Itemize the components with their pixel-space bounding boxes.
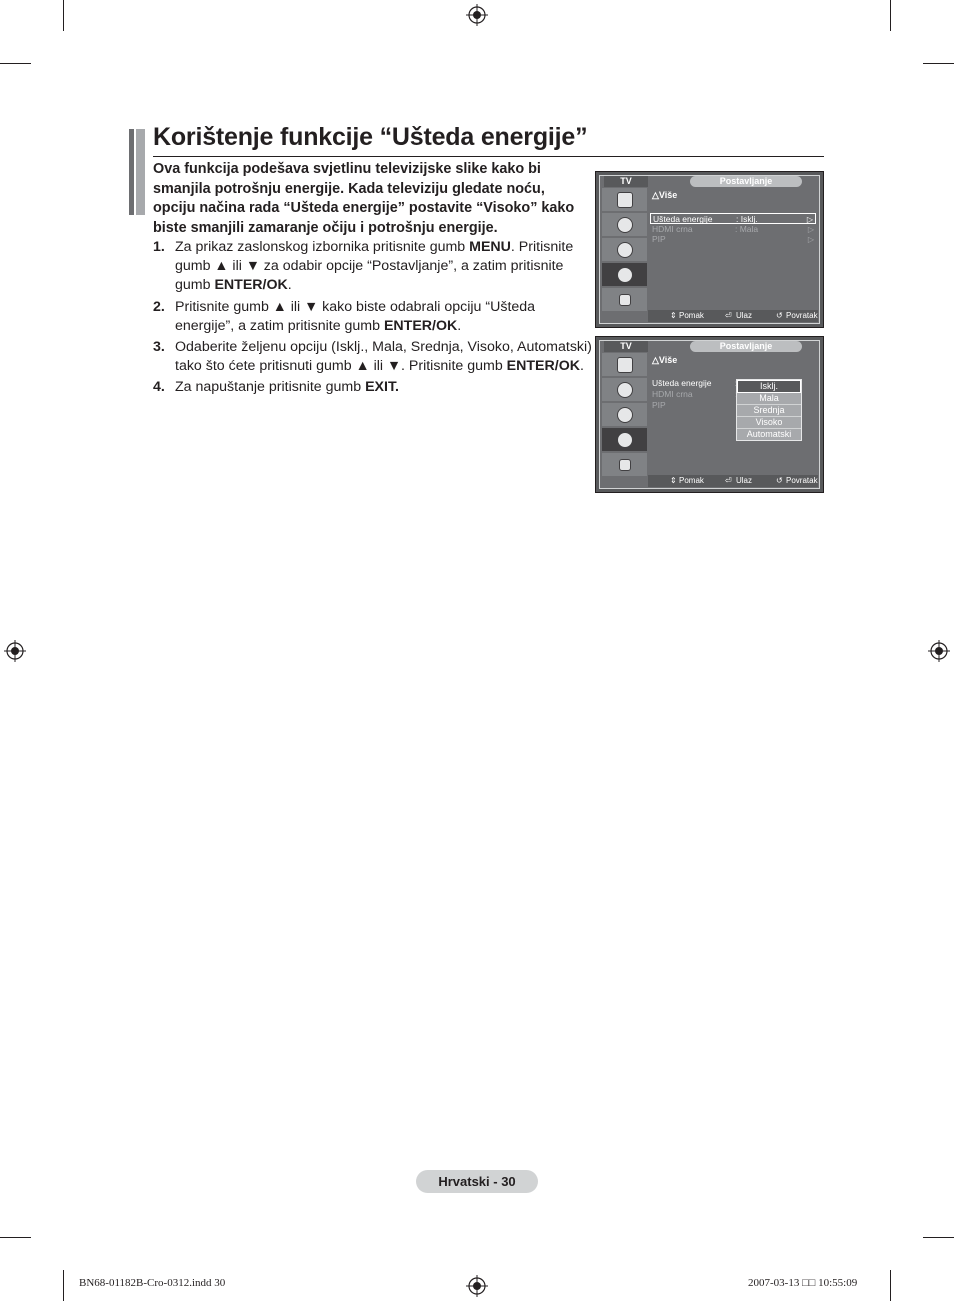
step-text: . xyxy=(457,317,462,334)
step-key: ENTER/OK xyxy=(506,358,580,375)
step-number: 3. xyxy=(153,339,165,356)
step-key: ENTER/OK xyxy=(383,317,458,334)
arrow-right-icon: ▷ xyxy=(806,215,813,224)
step-number: 4. xyxy=(153,379,165,396)
osd-frame xyxy=(599,340,820,489)
step-item xyxy=(153,338,593,376)
step-text: . xyxy=(579,358,584,375)
crop-mark xyxy=(890,1270,891,1301)
step-item xyxy=(153,378,593,397)
osd-header: Postavljanje xyxy=(690,176,802,187)
step-key: EXIT. xyxy=(365,379,399,396)
registration-mark-icon xyxy=(4,640,26,662)
crop-mark xyxy=(63,0,64,31)
sound-menu-icon xyxy=(602,213,647,236)
step-text: Odaberite željenu opciju (Isklj., Mala, Srednja, Visoko, Automatski) tako što ćete pritisnuti gumb ▲ ili ▼. Pritisnite gumb xyxy=(175,339,592,375)
move-icon: ⇕ xyxy=(670,476,677,485)
osd-option: Isklj. xyxy=(737,380,801,393)
crop-mark xyxy=(0,63,31,64)
osd-tv-label: TV xyxy=(604,341,648,352)
step-item xyxy=(153,238,593,296)
osd-option: Srednja xyxy=(737,405,801,417)
step-text: . xyxy=(287,277,292,294)
title-accent-bar xyxy=(129,129,134,215)
registration-mark-icon xyxy=(466,4,488,26)
title-rule xyxy=(153,156,824,157)
crop-mark xyxy=(923,1237,954,1238)
osd-row-label: PIP xyxy=(652,234,666,244)
enter-icon: ⏎ xyxy=(725,476,732,485)
picture-menu-icon xyxy=(602,188,647,211)
osd-option: Automatski xyxy=(746,429,792,439)
osd-footer-enter: Ulaz xyxy=(736,311,753,320)
input-menu-icon xyxy=(602,288,647,311)
enter-icon: ⏎ xyxy=(725,311,732,320)
osd-row-label: PIP xyxy=(652,400,666,410)
osd-option: Mala xyxy=(737,393,801,405)
setup-menu-icon xyxy=(602,263,647,286)
crop-mark xyxy=(890,0,891,31)
osd-row-label: Ušteda energije xyxy=(652,378,712,388)
osd-options-dropdown xyxy=(736,379,802,441)
osd-footer-back: Povratak xyxy=(786,311,818,320)
slug-file-info: BN68-01182B-Cro-0312.indd 30 xyxy=(79,1277,226,1289)
slug-timestamp: 2007-03-13 □□ 10:55:09 xyxy=(748,1277,858,1289)
osd-footer-move: Pomak xyxy=(679,476,704,485)
osd-footer-move: Pomak xyxy=(679,311,704,320)
arrow-right-icon: ▷ xyxy=(807,235,814,244)
title-accent-bar xyxy=(136,129,145,215)
crop-mark xyxy=(0,1237,31,1238)
osd-footer-enter: Ulaz xyxy=(736,476,753,485)
registration-mark-icon xyxy=(466,1275,488,1297)
osd-row-label: HDMI crna xyxy=(652,224,693,234)
osd-screen-2 xyxy=(595,336,824,493)
page-title: Korištenje funkcije “Ušteda energije” xyxy=(153,123,588,151)
return-icon: ↺ xyxy=(776,311,783,320)
osd-row-pip xyxy=(650,234,816,245)
osd-screen-1 xyxy=(595,171,824,328)
osd-footer xyxy=(648,310,818,322)
step-item xyxy=(153,298,593,336)
sound-menu-icon xyxy=(602,378,647,401)
channel-menu-icon xyxy=(602,403,647,426)
osd-footer xyxy=(648,475,818,487)
osd-tv-label: TV xyxy=(604,176,648,187)
osd-submenu-title: △Više xyxy=(652,190,678,200)
step-text: Pritisnite gumb ▲ ili ▼ kako biste odabrali opciju “Ušteda energije”, a zatim pritisnite gumb xyxy=(175,298,536,334)
arrow-right-icon: ▷ xyxy=(807,225,814,234)
osd-frame xyxy=(599,175,820,324)
step-key: MENU xyxy=(469,239,511,255)
osd-row-value: : Mala xyxy=(735,224,759,234)
step-number: 2. xyxy=(153,298,165,315)
crop-mark xyxy=(63,1270,64,1301)
osd-row-label: Ušteda energije xyxy=(653,214,713,224)
osd-submenu-title: △Više xyxy=(652,355,678,365)
channel-menu-icon xyxy=(602,238,647,261)
input-menu-icon xyxy=(602,453,647,476)
step-number: 1. xyxy=(153,239,165,255)
osd-sidebar xyxy=(602,353,647,476)
page-number-badge: Hrvatski - 30 xyxy=(416,1170,538,1193)
setup-menu-icon xyxy=(602,428,647,451)
osd-footer-back: Povratak xyxy=(786,476,818,485)
return-icon: ↺ xyxy=(776,476,783,485)
step-text: Za prikaz zaslonskog izbornika pritisnite gumb xyxy=(175,239,470,255)
osd-main-panel xyxy=(648,353,818,466)
osd-sidebar xyxy=(602,188,647,311)
osd-row-value: : Isklj. xyxy=(736,214,758,224)
move-icon: ⇕ xyxy=(670,311,677,320)
picture-menu-icon xyxy=(602,353,647,376)
step-text: Za napuštanje pritisnite gumb xyxy=(175,379,366,396)
steps-list xyxy=(153,238,593,400)
osd-row-label: HDMI crna xyxy=(652,389,693,399)
osd-header: Postavljanje xyxy=(690,341,802,352)
step-key: ENTER/OK xyxy=(214,277,288,294)
registration-mark-icon xyxy=(928,640,950,662)
osd-main-panel xyxy=(648,188,818,301)
crop-mark xyxy=(923,63,954,64)
step-text: . Pritisnite gumb ▲ ili ▼ za odabir opcije “Postavljanje”, a zatim pritisnite gumb xyxy=(175,239,574,294)
osd-option: Visoko xyxy=(737,417,801,429)
osd-row-energy-saving xyxy=(650,213,816,224)
intro-paragraph: Ova funkcija podešava svjetlinu televizijske slike kako bi smanjila potrošnju energije. Kada televiziju gledate noću, opciju načina rada “Ušteda energije” postavite “Visoko” kako biste smanjili zamaranje očiju i potrošnju energije. xyxy=(153,161,575,236)
